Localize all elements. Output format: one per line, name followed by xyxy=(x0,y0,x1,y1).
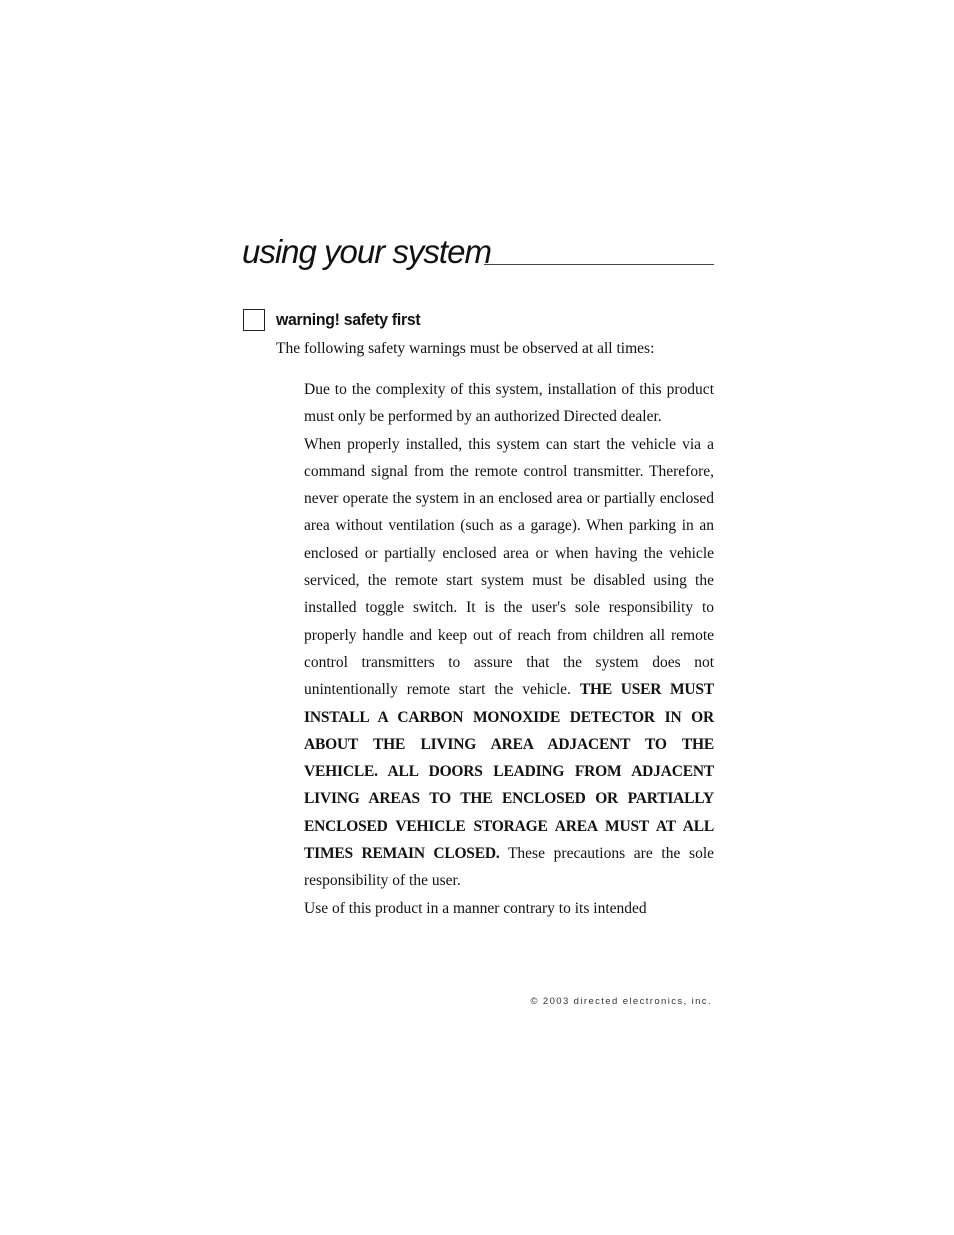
warning-paragraph-intended-use: Use of this product in a manner contrary to its intended xyxy=(304,899,647,917)
copyright-footer: © 2003 directed electronics, inc. xyxy=(530,996,712,1007)
page-title: using your system xyxy=(242,233,491,270)
section-intro: The following safety warnings must be observed at all times: xyxy=(276,340,655,357)
section-heading: warning! safety first xyxy=(276,310,421,329)
warning-paragraph-text-end: These precautions are the sole responsibility of the user. xyxy=(304,845,715,890)
section-checkbox[interactable] xyxy=(243,309,265,331)
carbon-monoxide-warning: THE USER MUST INSTALL A CARBON MONOXIDE DETECTOR IN OR ABOUT THE LIVING AREA ADJACENT TO THE VEHICLE. ALL DOORS LEADING FROM ADJACENT LIVING AREAS TO THE ENCLOSED OR PARTIALLY ENCLOSED VEHICLE STORAGE AREA MUST AT ALL TIMES REMAIN CLOSED. xyxy=(304,681,714,863)
warning-body xyxy=(304,376,714,922)
warning-paragraph-installation: Due to the complexity of this system, installation of this product must only be performed by an authorized Directed dealer. xyxy=(304,381,714,426)
warning-paragraph-text: When properly installed, this system can start the vehicle via a command signal from the remote control transmitter. Therefore, never operate the system in an enclosed area or partially enclosed area without ventilation (such as a garage). When parking in an enclosed or partially enclosed area or when having the vehicle serviced, the remote start system must be disabled using the installed toggle switch. It is the user's sole responsibility to properly handle and keep out of reach from children all remote control transmitters to assure that the system does not unintentionally remote start the vehicle. xyxy=(304,435,714,699)
warning-paragraph-enclosed-area xyxy=(304,431,714,895)
title-underline-rule xyxy=(484,264,714,265)
